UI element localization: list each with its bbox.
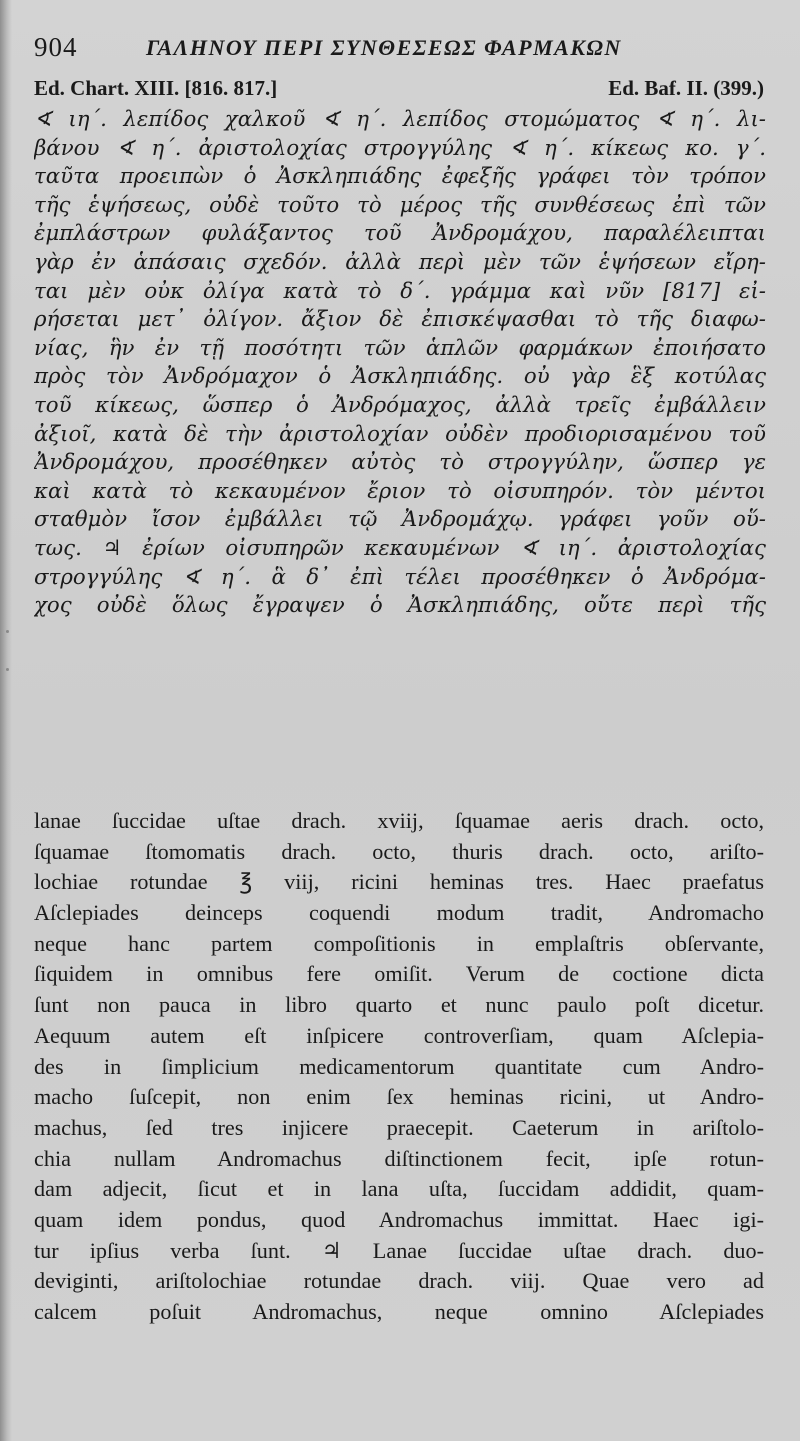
greek-line: τοῦ κίκεως, ὥσπερ ὁ Ἀνδρόμαχος, ἀλλὰ τρεῖς ἐμβάλλειν [34,392,766,418]
edition-reference [34,76,764,104]
greek-line: σταθμὸν ἴσον ἐμβάλλει τῷ Ἀνδρομάχῳ. γράφει γοῦν οὕ- [34,507,766,533]
greek-line: γὰρ ἐν ἁπάσαις σχεδόν. ἀλλὰ περὶ μὲν τῶν ἑψήσεων εἴρη- [34,249,766,275]
greek-line: τῆς ἑψήσεως, οὐδὲ τοῦτο τὸ μέρος τῆς συνθέσεως ἐπὶ τῶν [34,192,766,218]
latin-text-block [34,806,764,1328]
latin-line: deviginti, ariſtolochiae rotundae drach. viij. Quae vero ad [34,1268,764,1294]
latin-line: lanae ſuccidae uſtae drach. xviij, ſquamae aeris drach. octo, [34,808,764,833]
edition-chart-reference: Ed. Chart. XIII. [816. 817.] [34,76,278,100]
page-number: 904 [34,32,78,62]
greek-line: νίας, ἣν ἐν τῇ ποσότητι τῶν ἁπλῶν φαρμάκων ἐποιήσατο [34,335,766,361]
latin-line: machus, ſed tres injicere praecepit. Caeterum in ariſtolo- [34,1114,764,1140]
running-title: ΓΑΛΗΝΟΥ ΠΕΡΙ ΣΥΝΘΕΣΕΩΣ ΦΑΡΜΑΚΩΝ [146,35,622,60]
ink-speck [6,668,9,671]
binding-shadow [0,0,12,1441]
latin-line: ſquamae ſtomomatis drach. octo, thuris drach. octo, ariſto- [34,838,764,864]
greek-line: ταῦτα προειπὼν ὁ Ἀσκληπιάδης ἐφεξῆς γράφει τὸν τρόπον [34,164,766,190]
ink-speck [6,630,9,633]
latin-line: Aequum autem eſt inſpicere controverſiam, quam Aſclepia- [34,1022,764,1048]
greek-line: ται μὲν οὐκ ὀλίγα κατὰ τὸ δ΄. γράμμα καὶ νῦν [817] εἰ- [34,278,766,304]
latin-line: tur ipſius verba ſunt. ♃ Lanae ſuccidae uſtae drach. duo- [34,1237,764,1263]
greek-line: βάνου ∢ η΄. ἀριστολοχίας στρογγύλης ∢ η΄. κίκεως κο. γ΄. [34,135,766,161]
latin-line: chia nullam Andromachus diſtinctionem fecit, ipſe rotun- [34,1145,764,1171]
greek-line: χος οὐδὲ ὅλως ἔγραψεν ὁ Ἀσκληπιάδης, οὔτε περὶ τῆς [34,593,766,619]
greek-line: στρογγύλης ∢ η΄. ἃ δ᾽ ἐπὶ τέλει προσέθηκεν ὁ Ἀνδρόμα- [34,564,766,590]
greek-line: Ἀνδρομάχου, προσέθηκεν αὐτὸς τὸ στρογγύλην, ὥσπερ γε [34,450,766,476]
latin-line: macho ſuſcepit, non enim ſex heminas ricini, ut Andro- [34,1084,764,1110]
greek-line: ∢ ιη΄. λεπίδος χαλκοῦ ∢ η΄. λεπίδος στομώματος ∢ η΄. λι- [34,107,766,132]
latin-line: des in ſimplicium medicamentorum quantitate cum Andro- [34,1053,764,1079]
latin-line: neque hanc partem compoſitionis in emplaſtris obſervante, [34,930,764,956]
greek-line: ἀξιοῖ, κατὰ δὲ τὴν ἀριστολοχίαν οὐδὲν προδιορισαμένου τοῦ [34,421,766,447]
latin-line: lochiae rotundae ℥ viij, ricini heminas tres. Haec praefatus [34,869,764,895]
latin-line: ſiquidem in omnibus fere omiſit. Verum de coctione dicta [34,961,764,987]
greek-text-block [34,106,766,621]
edition-basel-reference: Ed. Baf. II. (399.) [608,76,764,100]
latin-line: ſunt non pauca in libro quarto et nunc paulo poſt dicetur. [34,992,764,1018]
latin-line: dam adjecit, ſicut et in lana uſta, ſuccidam addidit, quam- [34,1176,764,1202]
greek-line: πρὸς τὸν Ἀνδρόμαχον ὁ Ἀσκληπιάδης. οὐ γὰρ ἓξ κοτύλας [34,364,766,390]
greek-line: ρήσεται μετ᾽ ὀλίγον. ἄξιον δὲ ἐπισκέψασθαι τὸ τῆς διαφω- [34,307,766,333]
greek-line: ἐμπλάστρων φυλάξαντος τοῦ Ἀνδρομάχου, παραλέλειπται [34,221,766,247]
page-header [34,30,764,66]
latin-line: Aſclepiades deinceps coquendi modum tradit, Andromacho [34,900,764,926]
latin-line: calcem poſuit Andromachus, neque omnino Aſclepiades [34,1299,764,1324]
latin-line: quam idem pondus, quod Andromachus immittat. Haec igi- [34,1206,764,1232]
greek-line: καὶ κατὰ τὸ κεκαυμένον ἔριον τὸ οἰσυπηρόν. τὸν μέντοι [34,478,766,504]
greek-line: τως. ♃ ἐρίων οἰσυπηρῶν κεκαυμένων ∢ ιη΄. ἀριστολοχίας [34,535,766,561]
